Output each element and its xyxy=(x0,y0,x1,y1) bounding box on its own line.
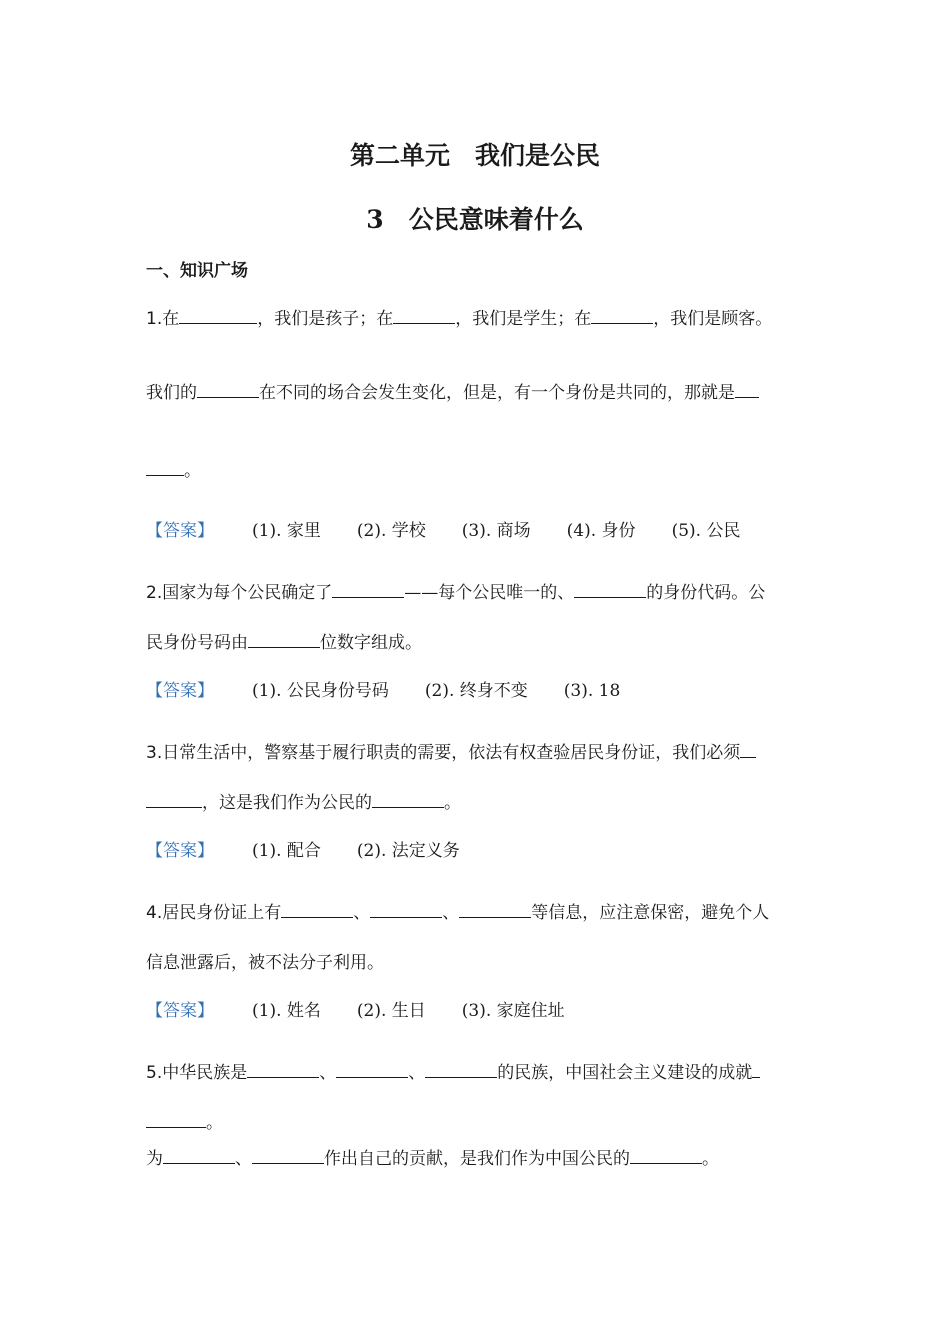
q5-text-8: 作出自己的贡献，是我们作为中国公民的 xyxy=(324,1149,630,1169)
question-1-number: 1. xyxy=(146,309,163,329)
q5-blank-4-start xyxy=(752,1059,760,1078)
q1-text-3: ，我们是学生；在 xyxy=(455,309,592,329)
question-4-line-1 xyxy=(146,898,769,923)
answer-3 xyxy=(146,836,496,861)
question-3-number: 3. xyxy=(146,743,163,763)
q5-blank-6 xyxy=(252,1145,324,1164)
q5-text-3: 、 xyxy=(408,1063,426,1083)
answer-4-item: (2). 生日 xyxy=(356,1001,426,1021)
q5-blank-7 xyxy=(630,1145,702,1164)
q4-text-1: 居民身份证上有 xyxy=(162,903,282,923)
question-4-number: 4. xyxy=(146,903,163,923)
q1-text-7: 。 xyxy=(184,461,201,481)
q4-text-4: 等信息，应注意保密，避免个人 xyxy=(531,903,770,923)
answer-2-item: (2). 终身不变 xyxy=(424,681,528,701)
answer-1-item: (4). 身份 xyxy=(566,521,636,541)
answer-label: 【答案】 xyxy=(146,841,214,861)
q5-text-4: 的民族，中国社会主义建设的成就 xyxy=(497,1063,753,1083)
question-4-line-2 xyxy=(146,948,384,973)
q2-text-3: 的身份代码。公 xyxy=(646,583,766,603)
question-2-line-1 xyxy=(146,578,765,603)
question-5-line-2 xyxy=(146,1108,223,1133)
lesson-title: 3 公民意味着什么 xyxy=(366,205,584,234)
q3-blank-1-end xyxy=(146,789,202,808)
answer-1-item: (3). 商场 xyxy=(461,521,531,541)
q5-blank-2 xyxy=(336,1059,408,1078)
q5-text-2: 、 xyxy=(319,1063,337,1083)
q2-text-4: 民身份号码由 xyxy=(146,633,248,653)
answer-2-item: (3). 18 xyxy=(563,681,621,701)
q1-blank-3 xyxy=(591,305,653,324)
q4-blank-3 xyxy=(459,899,531,918)
q2-text-5: 位数字组成。 xyxy=(320,633,422,653)
q3-text-1: 日常生活中，警察基于履行职责的需要，依法有权查验居民身份证，我们必须 xyxy=(162,743,741,763)
answer-1 xyxy=(146,516,776,541)
question-5-line-3 xyxy=(146,1144,719,1169)
q4-text-2: 、 xyxy=(353,903,371,923)
q2-text-1: 国家为每个公民确定了 xyxy=(162,583,333,603)
question-1-line-3 xyxy=(146,456,201,481)
q5-text-5: 。 xyxy=(206,1113,223,1133)
answer-label: 【答案】 xyxy=(146,681,214,701)
answer-1-item: (2). 学校 xyxy=(356,521,426,541)
question-5-number: 5. xyxy=(146,1063,163,1083)
answer-2-item: (1). 公民身份号码 xyxy=(252,681,389,701)
answer-2 xyxy=(146,676,656,701)
answer-3-item: (1). 配合 xyxy=(252,841,321,861)
q1-text-2: ，我们是孩子；在 xyxy=(257,309,394,329)
q5-blank-3 xyxy=(425,1059,497,1078)
q5-blank-1 xyxy=(247,1059,319,1078)
q1-blank-1 xyxy=(179,305,257,324)
question-3-line-1 xyxy=(146,738,756,763)
q1-blank-4 xyxy=(197,379,259,398)
q1-blank-2 xyxy=(393,305,455,324)
q5-text-7: 、 xyxy=(235,1149,252,1169)
section-heading: 一、知识广场 xyxy=(146,261,248,281)
q3-blank-2 xyxy=(372,789,444,808)
q3-text-3: 。 xyxy=(444,793,461,813)
q5-text-9: 。 xyxy=(702,1149,719,1169)
q4-text-3: 、 xyxy=(442,903,460,923)
q1-blank-5-start xyxy=(735,379,759,398)
question-3-line-2 xyxy=(146,788,461,813)
q1-text-5: 我们的 xyxy=(146,383,197,403)
question-1-line-2 xyxy=(146,378,759,403)
answer-1-item: (5). 公民 xyxy=(671,521,741,541)
q4-blank-1 xyxy=(281,899,353,918)
question-2-number: 2. xyxy=(146,583,163,603)
q1-text-4: ，我们是顾客。 xyxy=(653,309,773,329)
q1-text-6: 在不同的场合会发生变化，但是，有一个身份是共同的，那就是 xyxy=(259,383,735,403)
q5-blank-5 xyxy=(163,1145,235,1164)
q3-text-2: ，这是我们作为公民的 xyxy=(202,793,372,813)
q5-text-6: 为 xyxy=(146,1149,163,1169)
q2-blank-1 xyxy=(332,579,404,598)
answer-4 xyxy=(146,996,601,1021)
q4-text-5: 信息泄露后，被不法分子利用。 xyxy=(146,953,384,973)
q1-blank-5-end xyxy=(146,457,184,476)
q2-blank-2 xyxy=(574,579,646,598)
q5-text-1: 中华民族是 xyxy=(162,1063,248,1083)
q2-text-2: ——每个公民唯一的、 xyxy=(404,583,575,603)
answer-label: 【答案】 xyxy=(146,1001,214,1021)
answer-3-item: (2). 法定义务 xyxy=(356,841,460,861)
q1-text-1: 在 xyxy=(162,309,180,329)
q2-blank-3 xyxy=(248,629,320,648)
question-2-line-2 xyxy=(146,628,422,653)
unit-title: 第二单元 我们是公民 xyxy=(349,141,600,170)
q3-blank-1-start xyxy=(740,739,756,758)
answer-4-item: (1). 姓名 xyxy=(252,1001,321,1021)
answer-1-item: (1). 家里 xyxy=(252,521,321,541)
answer-4-item: (3). 家庭住址 xyxy=(461,1001,565,1021)
question-5-line-1 xyxy=(146,1058,760,1083)
question-1-line-1 xyxy=(146,304,772,329)
q4-blank-2 xyxy=(370,899,442,918)
answer-label: 【答案】 xyxy=(146,521,214,541)
q5-blank-4-end xyxy=(146,1109,206,1128)
